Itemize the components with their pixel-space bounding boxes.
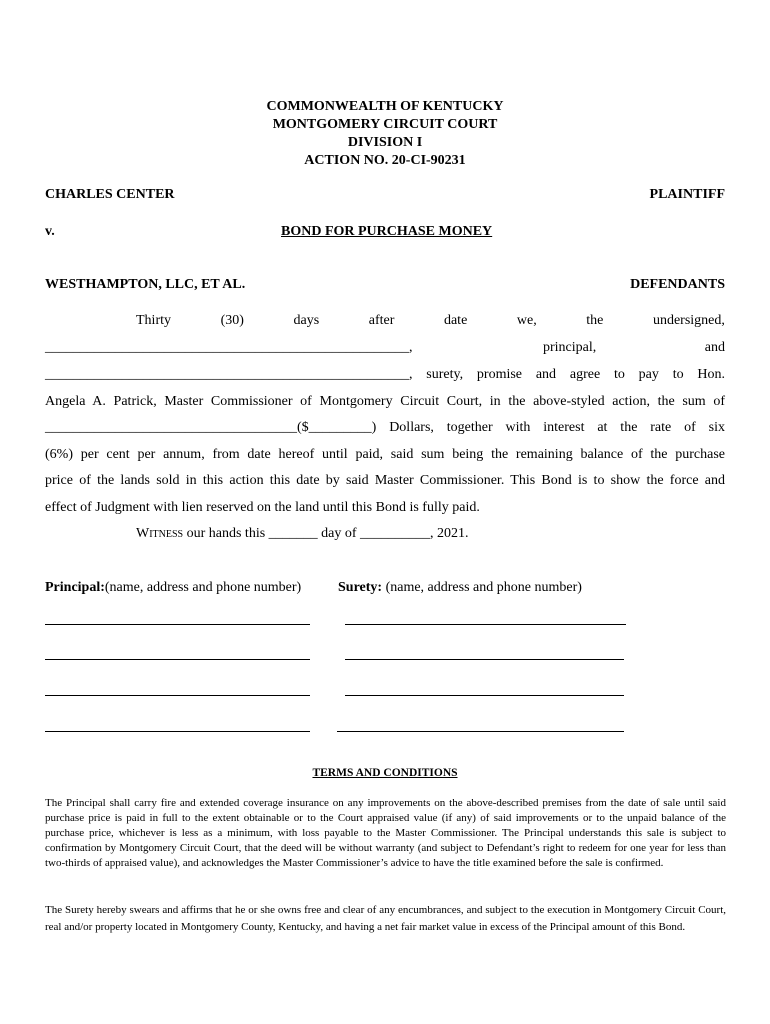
principal-hint: (name, address and phone number) bbox=[104, 580, 302, 595]
principal-label: Principal: bbox=[45, 580, 105, 595]
defendant-label: DEFENDANTS bbox=[630, 277, 725, 292]
principal-signature-line[interactable] bbox=[45, 659, 310, 660]
terms-paragraph-1-text: The Principal shall carry fire and extended coverage insurance on any improvements on the above-described premises from the date of sale until said purchase price is paid in full to the extent obtainable or to the Court appraised value (if any) of said improvements or to the unpaid balance of the purchase price, whichever is less as a minimum, with loss payable to the Master Commissioner. The Principal understands this sale is subject to confirmation by Montgomery Circuit Court, that the deed will be without warranty (and subject to Defendant’s right to redeem for one year for less than two-thirds of appraised value), and acknowledges the Master Commissioner’s advice to have the title examined before the sale is confirmed. bbox=[45, 797, 726, 869]
body-line-6: (6%) per cent per annum, from date hereof until paid, said sum being the remaining balance of the purchase bbox=[45, 447, 725, 462]
court-header-circuit-court: MONTGOMERY CIRCUIT COURT bbox=[272, 117, 498, 132]
principal-signature-line[interactable] bbox=[45, 731, 310, 732]
body-line-3: ____________________________________________________, surety, promise and agree to pay to Hon. bbox=[45, 367, 725, 382]
surety-signature-line[interactable] bbox=[345, 695, 624, 696]
plaintiff-label: PLAINTIFF bbox=[649, 187, 725, 202]
versus-label: v. bbox=[45, 224, 55, 239]
principal-blank-line[interactable]: ____________________________________________________, bbox=[45, 340, 413, 355]
terms-paragraph-2 bbox=[45, 902, 726, 936]
terms-paragraph-2-text: The Surety hereby swears and affirms that he or she owns free and clear of any encumbrances, and subject to the execution in Montgomery Circuit Court, real and/or property located in Montgomery County, Kentucky, and having a net fair market value in excess of the Principal amount of this Bond. bbox=[45, 904, 726, 933]
court-header-division: DIVISION I bbox=[347, 135, 423, 150]
witness-rest: our hands this _______ day of __________, 2021. bbox=[183, 526, 469, 541]
body-word: Thirty bbox=[136, 313, 171, 328]
surety-signature-line[interactable] bbox=[345, 659, 624, 660]
terms-paragraph-1 bbox=[45, 796, 726, 871]
body-word-and: and bbox=[704, 340, 725, 355]
body-word: after bbox=[368, 313, 395, 328]
principal-signature-heading bbox=[45, 580, 301, 596]
body-word: we, bbox=[516, 313, 537, 328]
surety-hint: (name, address and phone number) bbox=[382, 580, 582, 595]
body-line-4: Angela A. Patrick, Master Commissioner of Montgomery Circuit Court, in the above-styled action, the sum of bbox=[45, 394, 725, 409]
body-line-1 bbox=[136, 313, 725, 329]
body-word-principal: principal, bbox=[543, 340, 597, 355]
body-word: (30) bbox=[220, 313, 244, 328]
principal-signature-line[interactable] bbox=[45, 624, 310, 625]
witness-line bbox=[136, 526, 469, 542]
surety-label: Surety: bbox=[338, 580, 383, 595]
witness-word: Witness bbox=[136, 526, 184, 541]
plaintiff-name: CHARLES CENTER bbox=[45, 187, 175, 202]
court-header-action-number: ACTION NO. 20-CI-90231 bbox=[304, 153, 466, 168]
body-word: the bbox=[586, 313, 604, 328]
court-header-commonwealth: COMMONWEALTH OF KENTUCKY bbox=[266, 99, 504, 114]
surety-signature-line[interactable] bbox=[345, 624, 626, 625]
body-line-8: effect of Judgment with lien reserved on the land until this Bond is fully paid. bbox=[45, 500, 480, 515]
body-word: days bbox=[293, 313, 320, 328]
terms-heading: TERMS AND CONDITIONS bbox=[312, 767, 458, 779]
surety-signature-line[interactable] bbox=[337, 731, 624, 732]
body-line-5: ____________________________________($_________) Dollars, together with interest at the rate of six bbox=[45, 420, 725, 435]
document-title: BOND FOR PURCHASE MONEY bbox=[281, 224, 493, 239]
body-word: undersigned, bbox=[652, 313, 725, 328]
principal-signature-line[interactable] bbox=[45, 695, 310, 696]
defendant-name: WESTHAMPTON, LLC, ET AL. bbox=[45, 277, 246, 292]
body-line-7: price of the lands sold in this action this date by said Master Commissioner. This Bond is to show the force and bbox=[45, 473, 725, 488]
surety-signature-heading bbox=[338, 580, 582, 596]
body-word: date bbox=[443, 313, 468, 328]
